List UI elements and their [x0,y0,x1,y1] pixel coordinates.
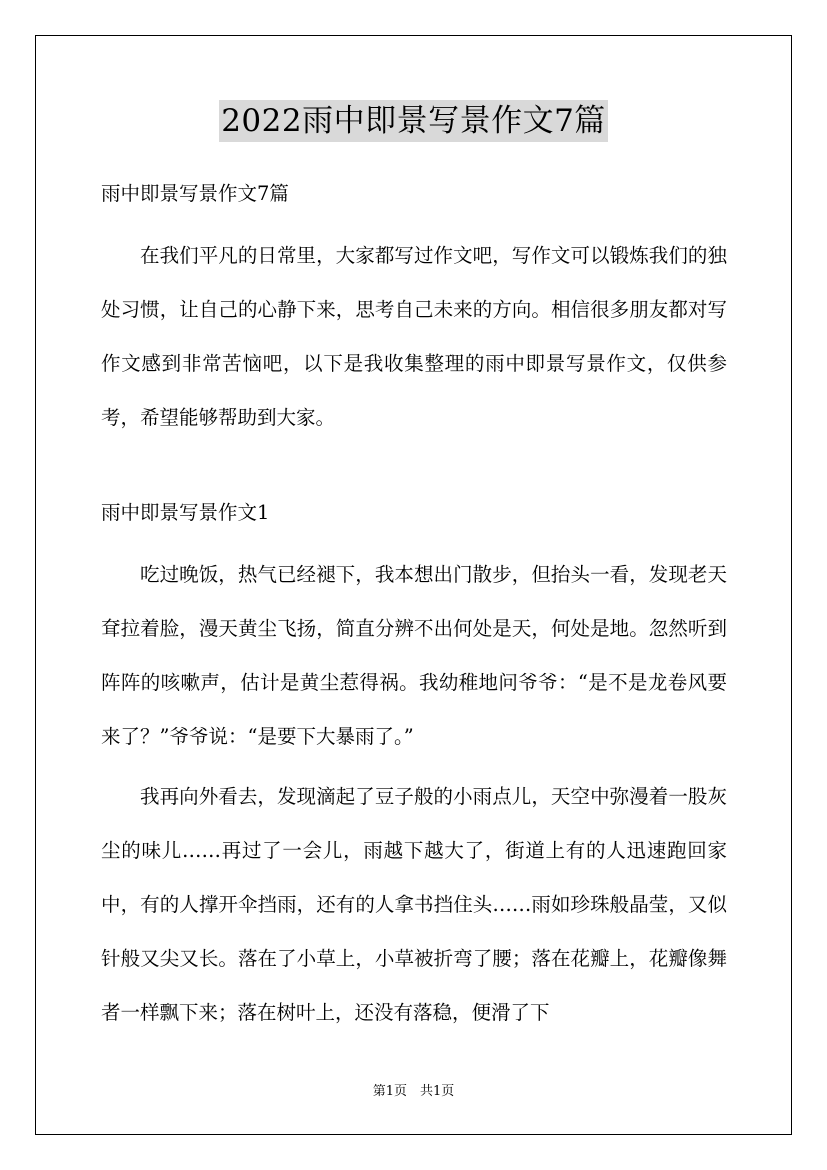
body-paragraph: 吃过晚饭，热气已经褪下，我本想出门散步，但抬头一看，发现老天耷拉着脸，漫天黄尘飞扬，简直分辨不出何处是天，何处是地。忽然听到阵阵的咳嗽声，估计是黄尘惹得祸。我幼稚地问爷爷：“是不是龙卷风要来了？”爷爷说：“是要下大暴雨了。” [101,563,727,748]
section-spacer [101,445,727,495]
intro-paragraph: 在我们平凡的日常里，大家都写过作文吧，写作文可以锻炼我们的独处习惯，让自己的心静下来，思考自己未来的方向。相信很多朋友都对写作文感到非常苦恼吧，以下是我收集整理的雨中即景写景作文，仅供参考，希望能够帮助到大家。 [101,244,727,429]
document-body [101,176,727,1040]
section-heading: 雨中即景写景作文1 [101,501,270,524]
document-title [0,100,827,142]
body-paragraph: 我再向外看去，发现滴起了豆子般的小雨点儿，天空中弥漫着一股灰尘的味儿……再过了一会儿，雨越下越大了，街道上有的人迅速跑回家中，有的人撑开伞挡雨，还有的人拿书挡住头……雨如珍珠般晶莹，又似针般又尖又长。落在了小草上，小草被折弯了腰；落在花瓣上，花瓣像舞者一样飘下来；落在树叶上，还没有落稳，便滑了下 [101,785,727,1024]
page-footer: 第1页 共1页 [372,1084,455,1099]
document-title-text: 2022雨中即景写景作文7篇 [219,100,608,142]
document-subtitle: 雨中即景写景作文7篇 [101,182,289,205]
